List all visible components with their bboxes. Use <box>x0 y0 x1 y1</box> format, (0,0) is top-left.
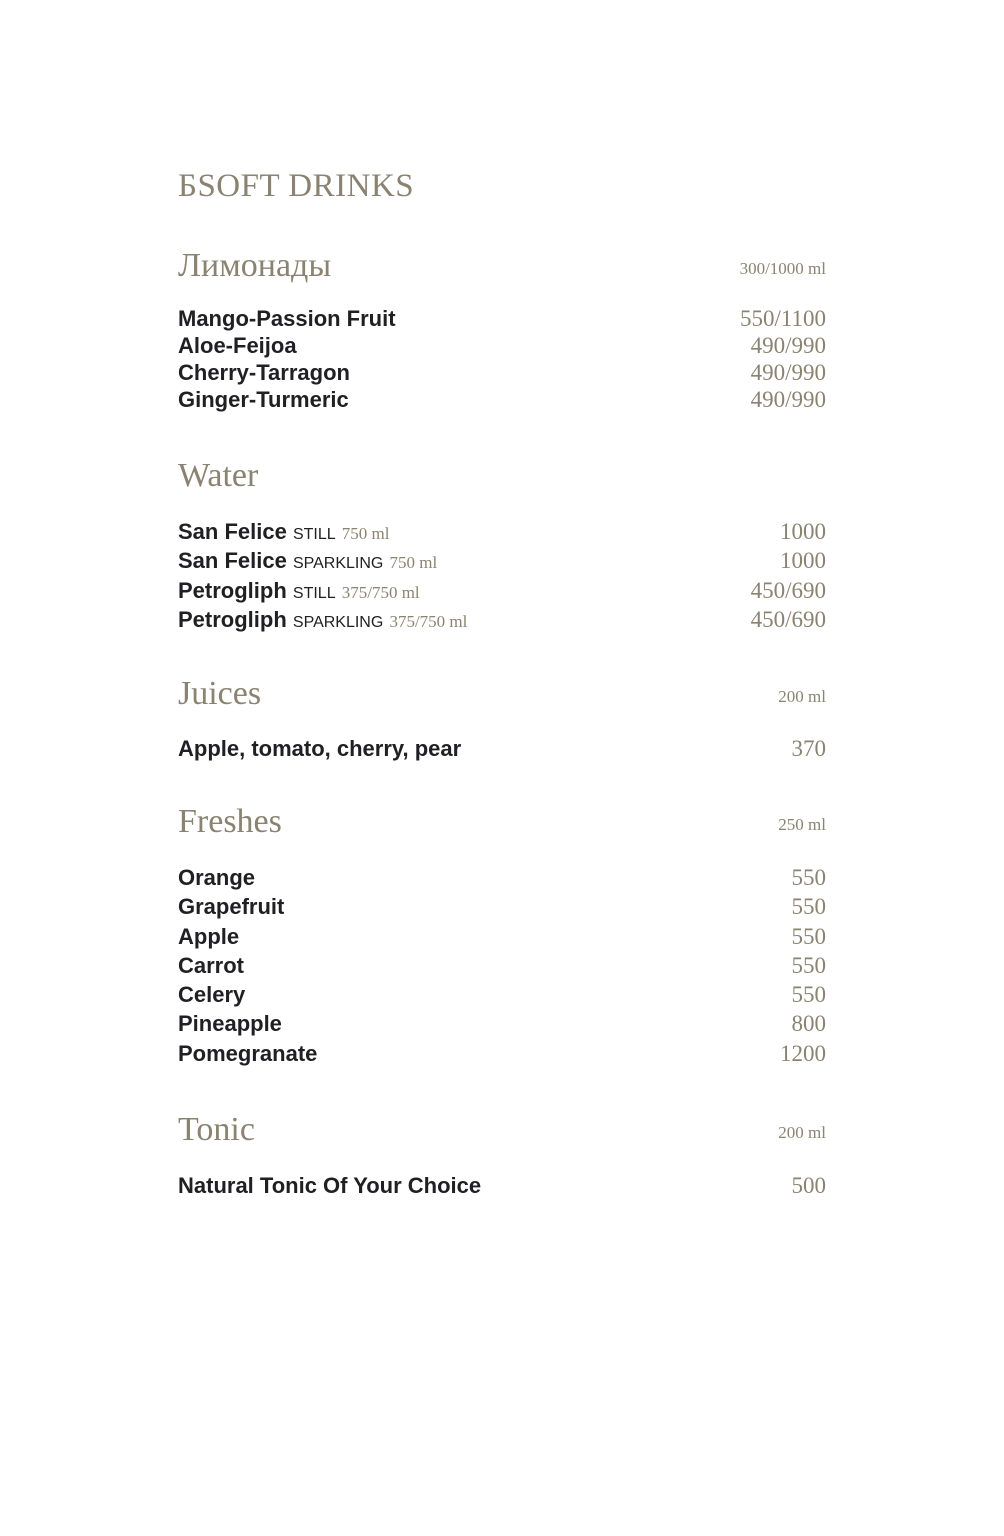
juices-list <box>178 735 826 762</box>
item-volume: 750 ml <box>389 553 438 573</box>
item-type: STILL <box>292 526 336 543</box>
item-name: Apple <box>178 923 240 949</box>
list-item <box>178 386 826 413</box>
list-item <box>178 864 826 893</box>
section-volume: 300/1000 ml <box>739 259 826 278</box>
section-title: Juices <box>178 675 262 712</box>
item-price: 500 <box>791 1173 826 1198</box>
item-name: Carrot <box>178 952 245 978</box>
tonic-list <box>178 1172 826 1199</box>
section-water <box>178 456 826 496</box>
section-header <box>178 674 826 714</box>
section-header <box>178 802 826 842</box>
page-title: БSOFT DRINKS <box>178 168 415 204</box>
list-item <box>178 547 826 576</box>
section-header <box>178 1110 826 1150</box>
item-price: 1200 <box>780 1040 826 1066</box>
item-price: 550 <box>791 982 826 1008</box>
list-item <box>178 606 826 635</box>
section-header <box>178 456 826 496</box>
item-price: 550 <box>791 923 826 949</box>
item-name <box>178 606 467 636</box>
item-name: Cherry-Tarragon <box>178 360 350 385</box>
item-name: Apple, tomato, cherry, pear <box>178 736 462 761</box>
list-item <box>178 893 826 922</box>
list-item <box>178 1040 826 1069</box>
item-price: 450/690 <box>750 606 826 632</box>
item-title: Petrogliph <box>178 577 287 603</box>
freshes-list <box>178 864 826 1069</box>
item-price: 800 <box>791 1011 826 1037</box>
item-name: Orange <box>178 865 256 890</box>
section-title: Tonic <box>178 1111 255 1148</box>
item-title: San Felice <box>178 548 287 574</box>
list-item <box>178 359 826 386</box>
section-lemonades <box>178 246 826 286</box>
item-name <box>178 547 437 577</box>
item-type: STILL <box>292 584 336 602</box>
item-type: SPARKLING <box>292 613 384 631</box>
section-volume: 200 ml <box>778 1123 826 1142</box>
list-item <box>178 518 826 547</box>
list-item <box>178 952 826 981</box>
section-title: Freshes <box>178 803 282 840</box>
item-title: San Felice <box>178 519 287 544</box>
list-item <box>178 577 826 606</box>
item-price: 490/990 <box>750 333 826 358</box>
section-tonic <box>178 1110 826 1150</box>
item-price: 550 <box>791 865 826 890</box>
item-name: Pineapple <box>178 1011 282 1037</box>
item-price: 490/990 <box>750 360 826 385</box>
item-type: SPARKLING <box>292 555 384 573</box>
item-title: Petrogliph <box>178 606 287 632</box>
item-price: 550 <box>791 894 826 920</box>
item-price: 550/1100 <box>739 306 826 331</box>
item-name <box>178 518 389 548</box>
item-price: 1000 <box>780 519 826 544</box>
item-price: 370 <box>791 736 826 761</box>
item-volume: 375/750 ml <box>389 611 468 631</box>
item-name: Pomegranate <box>178 1040 318 1066</box>
section-title: Water <box>178 457 259 494</box>
item-price: 550 <box>791 952 826 978</box>
list-item <box>178 1172 826 1199</box>
section-volume: 200 ml <box>778 687 826 706</box>
list-item <box>178 735 826 762</box>
item-price: 490/990 <box>750 387 826 412</box>
list-item <box>178 1010 826 1039</box>
item-volume: 375/750 ml <box>341 582 420 602</box>
item-name: Mango-Passion Fruit <box>178 306 396 331</box>
lemonades-list <box>178 305 826 413</box>
section-header <box>178 246 826 286</box>
list-item <box>178 332 826 359</box>
item-name: Aloe-Feijoa <box>178 333 297 358</box>
item-price: 450/690 <box>750 577 826 603</box>
item-volume: 750 ml <box>341 524 390 543</box>
water-list <box>178 518 826 635</box>
item-name: Grapefruit <box>178 894 285 920</box>
list-item <box>178 923 826 952</box>
item-name: Ginger-Turmeric <box>178 387 349 412</box>
item-price: 1000 <box>780 548 826 574</box>
list-item <box>178 305 826 332</box>
item-name: Natural Tonic Of Your Choice <box>178 1173 482 1198</box>
section-volume: 250 ml <box>778 815 826 834</box>
section-title: Лимонады <box>178 247 332 284</box>
section-freshes <box>178 802 826 842</box>
item-name <box>178 577 420 607</box>
list-item <box>178 981 826 1010</box>
section-juices <box>178 674 826 714</box>
item-name: Celery <box>178 982 246 1008</box>
